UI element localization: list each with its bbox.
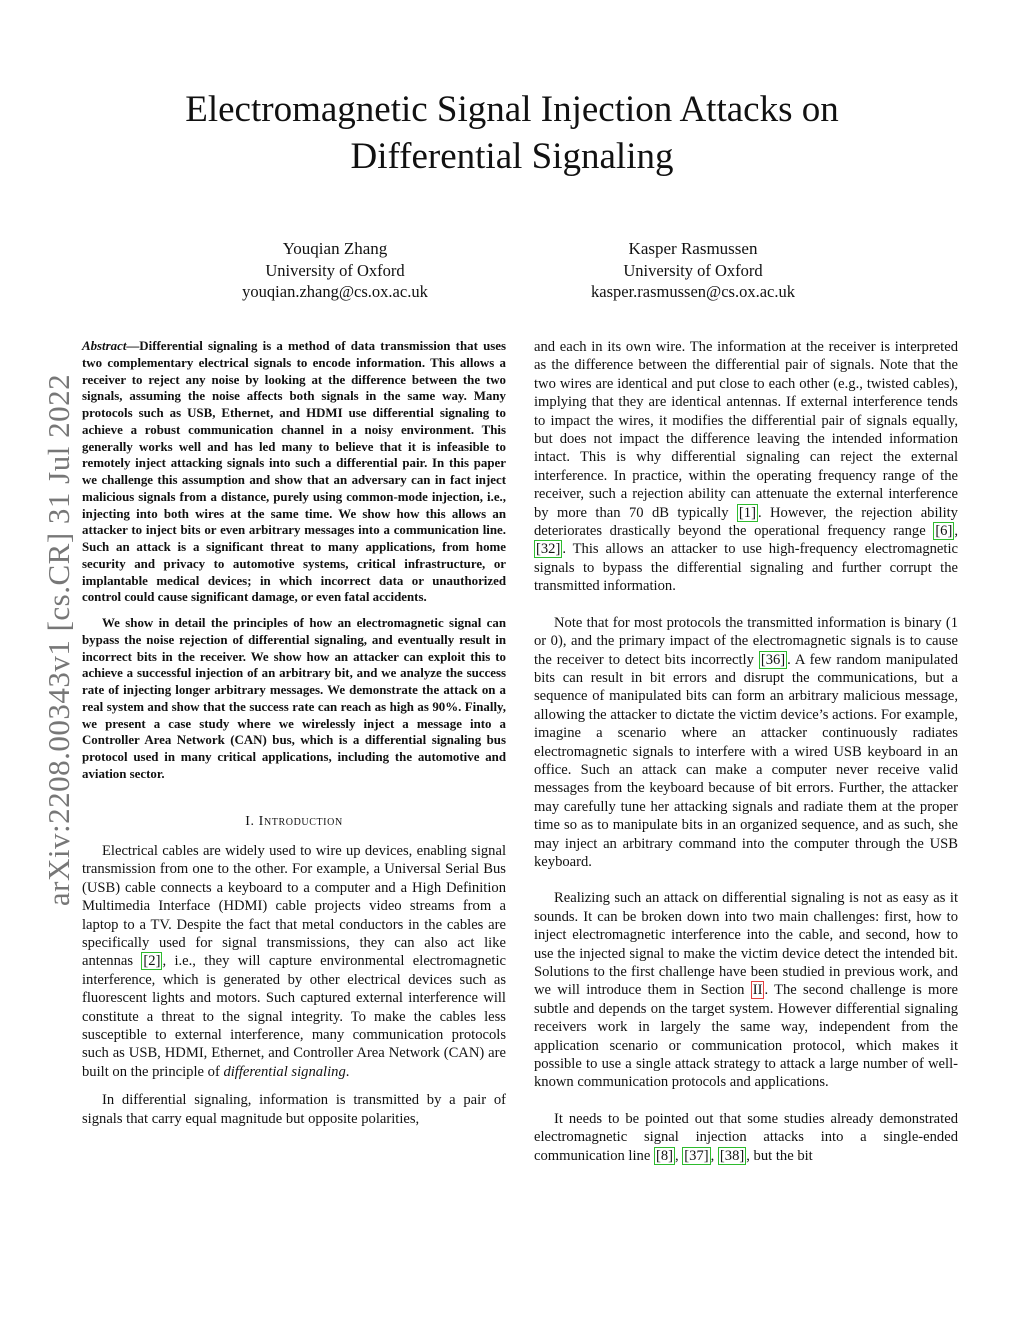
citation-link[interactable]: [1] [738,504,756,521]
author-name: Youqian Zhang [282,239,388,258]
section-heading-introduction: I. Introduction [245,813,343,829]
citation-link[interactable]: [38] [719,1147,745,1164]
citation-link[interactable]: [8] [655,1147,673,1164]
title-line-1: Electromagnetic Signal Injection Attacks on [185,89,839,130]
author-email: youqian.zhang@cs.ox.ac.uk [242,282,428,301]
intro-paragraph-2: In differential signaling, information is transmitted by a pair of signals that carry equal magnitude but opposite polarities, [82,1092,506,1127]
author-affiliation: University of Oxford [265,260,405,280]
abstract-paragraph-2: We show in detail the principles of how an electromagnetic signal can bypass the noise rejection of differential signaling, and eventually result in incorrect bits in the receiver. We show how an attacker can exploit this to achieve a successful injection of an arbitrary bit, and we analyze the success rate of injecting longer arbitrary messages. We demonstrate the attack on a real system and show that the success rate can reach as high as 90%. Finally, we present a case study where we wirelessly inject a message into a Controller Area Network (CAN) bus, which is a differential signaling bus protocol used in many critical applications, including the automotive and aviation sector. [82,616,506,781]
citation-link[interactable]: [36] [760,651,786,668]
arxiv-sidebar-stamp: arXiv:2208.00343v1 [cs.CR] 31 Jul 2022 [41,373,76,907]
left-column [82,338,506,1128]
author-email: kasper.rasmussen@cs.ox.ac.uk [591,282,795,301]
intro-paragraph-3: Note that for most protocols the transmitted information is binary (1 or 0), and the primary impact of the electromagnetic signals is to cause the receiver to detect bits incorrectly [36] . A few random manipulated bits can result in bit errors and disrupt the communications, but a sequence of manipulated bits can form an arbitrary malicious message, allowing the attacker to dictate the victim device’s actions. For example, imagine a scenario where an attacker continuously radiates electromagnetic signals to interfere with a wired USB keyboard in an office. Such an attack can make a computer never receive valid messages from the keyboard because of bit errors. Further, the attacker may carefully tune her attacking signals and radiate them at the proper time so as to manipulate bits in an organized sequence, and as such, she may inject an arbitrary command into the computer through the USB keyboard. [534,614,959,870]
author-affiliation: University of Oxford [623,260,763,280]
author-block-2 [528,238,858,303]
abstract-text-1: Differential signaling is a method of data transmission that uses two complementary electrical signals to encode information. This allows a receiver to reject any noise by looking at the difference between the two signals, assuming the noise affects both signals in the same way. Many protocols such as USB, Ethernet, and HDMI use differential signaling to achieve a robust communication channel in a noisy environment. This generally works well and has led many to believe that it is infeasible to remotely inject attacking signals into such a differential pair. In this paper we challenge this assumption and show that an adversary can in fact inject malicious signals from a distance, purely using common-mode injection, i.e., injecting into both wires at the same time. We show how this allows an attacker to inject bits or even arbitrary messages into a communication line. Such an attack is a significant threat to many applications, from home security and privacy to automotive systems, critical infrastructure, or implantable medical devices; in which incorrect data or unauthorized control could cause significant damage, or even fatal accidents. [82,339,506,605]
citation-link[interactable]: [32] [536,541,561,558]
intro-paragraph-1: Electrical cables are widely used to wire up devices, enabling signal transmission from one to the other. For example, a Universal Serial Bus (USB) cable connects a keyboard to a computer and a High Definition Multimedia Interface (HDMI) cable projects video streams from a laptop to a TV. Despite the fact that metal conductors in the cables are specifically used for signal transmissions, they can also act like antennas [2] , i.e., they will capture environmental electromagnetic interference, which is generated by other electrical devices such as fluorescent lights and motors. Such captured external interference will constitute a threat to the signal integrity. To make the cables less susceptible to external interference, many communication protocols such as USB, HDMI, Ethernet, and Controller Area Network (CAN) are built on the principle of differential signaling. [82,842,506,1080]
citation-link[interactable]: [2] [143,953,161,970]
section-link[interactable]: II [752,982,763,999]
paper-title [0,86,1024,180]
abstract-paragraph-1: Abstract—Differential signaling is a method of data transmission that uses two complementary electrical signals to encode information. This allows a receiver to reject any noise by looking at the difference between the two signals, assuming the noise affects both signals in the same way. Many protocols such as USB, Ethernet, and HDMI use differential signaling to achieve a robust communication channel in a noisy environment. This generally works well and has led many to believe that it is infeasible to remotely inject attacking signals into such a differential pair. In this paper we challenge this assumption and show that an adversary can in fact inject malicious signals from a distance, purely using common-mode injection, i.e., injecting into both wires at the same time. We show how this allows an attacker to inject bits or even arbitrary messages into a communication line. Such an attack is a significant threat to many applications, from home security and privacy to automotive systems, critical infrastructure, or implantable medical devices; in which incorrect data or unauthorized control could cause significant damage, or even fatal accidents. [82,339,506,605]
abstract-label: Abstract [82,339,127,353]
intro-paragraph-5: It needs to be pointed out that some studies already demonstrated electromagnetic signal injection attacks into a single-ended communication line [8] , [37] , [38] , but the bit [534,1110,958,1164]
right-column [534,338,958,1165]
intro-paragraph-2-cont: and each in its own wire. The information at the receiver is interpreted as the difference between the differential pair of signals. Note that the two wires are identical and put close to each other (e.g., twisted cables), implying that they are identical antennas. If external interference tends to impact the wires, it modifies the differential pair of signals equally, but does not impact the difference leaving the intended information intact. This is why differential signaling can reject the external interference. In practice, within the operating frequency range of the receiver, such a rejection ability can attenuate the external interference by more than 70 dB typically [1] . However, the rejection ability deteriorates drastically beyond the operational frequency range [6] , [32] . This allows an attacker to use high-frequency electromagnetic signals to bypass the differential signaling and further corrupt the transmitted information. [534,339,958,595]
citation-link[interactable]: [6] [935,523,953,540]
citation-link[interactable]: [37] [684,1147,709,1164]
title-line-2: Differential Signaling [350,136,674,177]
author-block-1 [170,238,500,303]
intro-paragraph-4: Realizing such an attack on differential signaling is not as easy as it sounds. It can be broken down into two main challenges: first, how to inject electromagnetic interference into the cable, and second, how to use the injected signal to make the victim device detect the intended bit. Solutions to the first challenge have been studied in previous work, and we will introduce them in Section II . The second challenge is more subtle and depends on the target system. However differential signaling receivers work in largely the same way, independent from the application scenario or communication protocol, which makes it possible to use a single attack strategy to attack a large number of well-known communication protocols and applications. [534,890,958,1091]
author-name: Kasper Rasmussen [628,239,758,258]
